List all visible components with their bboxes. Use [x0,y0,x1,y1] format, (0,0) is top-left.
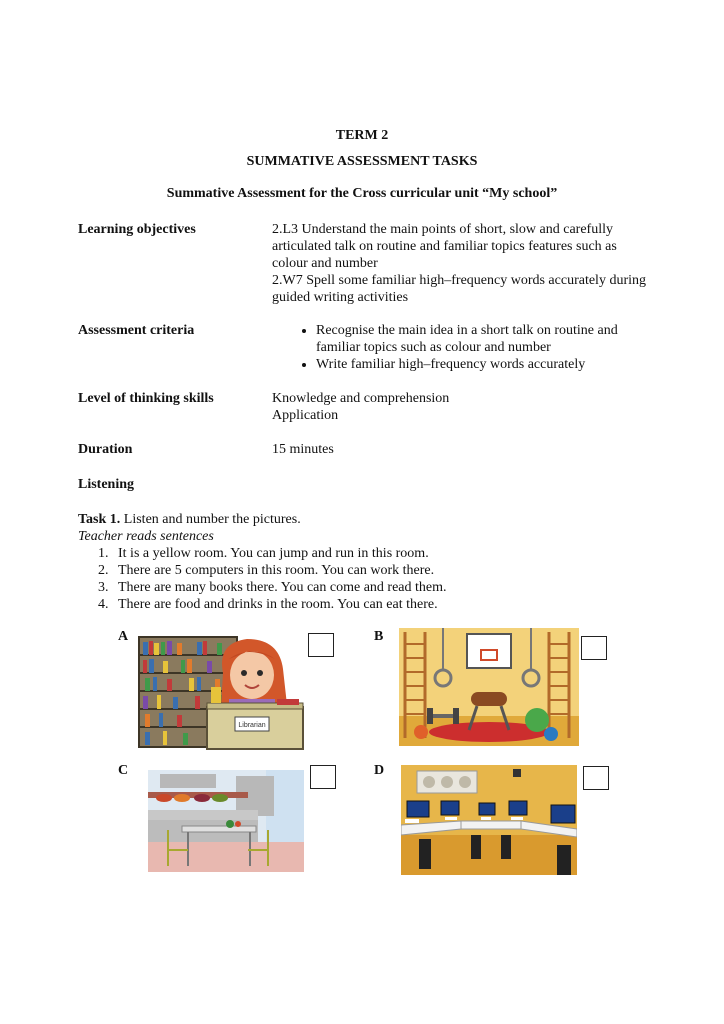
sentence-item: 3. There are many books there. You can come and read them. [112,579,678,596]
library-picture [137,633,305,751]
thinking-skill-1: Knowledge and comprehension [272,391,450,406]
thinking-skill-2: Application [272,408,339,423]
objective-2: 2.W7 Spell some familiar high–frequency words accurately during guided writing activities [272,273,646,305]
picture-a-letter: A [118,629,129,644]
sentence-list [78,545,678,613]
thinking-value [272,390,652,424]
thinking-label: Level of thinking skills [78,391,214,406]
objectives-value [272,221,652,306]
picture-c-answer-box[interactable] [310,765,336,789]
dining-room-picture [148,770,304,872]
objectives-label: Learning objectives [78,222,196,237]
criteria-item: • Write familiar high–frequency words accurately [316,356,656,373]
sentence-item: 4. There are food and drinks in the room. You can eat there. [112,596,678,613]
picture-a-answer-box[interactable] [308,633,334,657]
gym-picture [399,628,579,746]
picture-c-letter: C [118,763,129,778]
computer-room-picture [401,765,577,875]
task-label: Task 1. [78,512,121,527]
term-heading: TERM 2 [335,128,389,143]
sentence-item: 2. There are 5 computers in this room. You can work there. [112,562,678,579]
page-subtitle: Summative Assessment for the Cross curricular unit “My school” [166,186,558,201]
criteria-list [272,322,656,373]
librarian-sign: Librarian [238,722,266,729]
task-subheading: Teacher reads sentences [78,529,214,544]
page-title: SUMMATIVE ASSESSMENT TASKS [246,154,478,169]
sentence-item: 1. It is a yellow room. You can jump and run in this room. [112,545,678,562]
duration-value: 15 minutes [272,442,334,457]
criteria-item: • Recognise the main idea in a short talk on routine and familiar topics such as colour and number [316,322,656,356]
picture-d-answer-box[interactable] [583,766,609,790]
picture-b-answer-box[interactable] [581,636,607,660]
criteria-value [272,322,652,373]
task-1 [78,511,678,613]
task-instruction [78,511,678,528]
objective-1: 2.L3 Understand the main points of short, slow and carefully articulated talk on routine and familiar topics features such as colour and number [272,222,617,271]
picture-b-letter: B [374,629,384,644]
duration-label: Duration [78,442,133,457]
listening-heading: Listening [78,477,135,492]
criteria-label: Assessment criteria [78,323,195,338]
picture-d-letter: D [374,763,385,778]
task-text: Listen and number the pictures. [120,512,301,527]
